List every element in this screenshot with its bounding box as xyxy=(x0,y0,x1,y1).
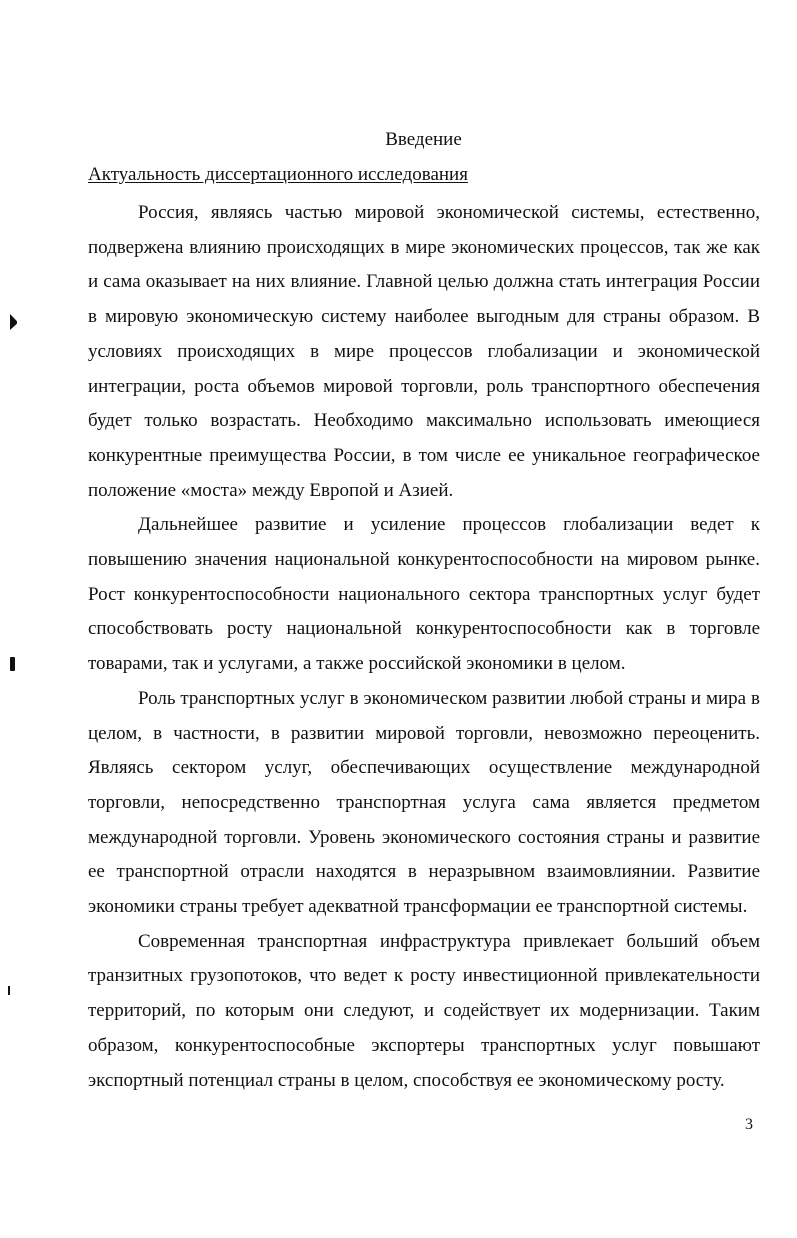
scan-mark xyxy=(10,657,15,671)
paragraph: Дальнейшее развитие и усиление процессов глобализации ведет к повышению значения национальной конкурентоспособности на мировом рынке. Рост конкурентоспособности национального сектора транспортных услуг будет способствовать росту национальной конкурентоспособности как в торговле товарами, так и услугами, а также российской экономики в целом. xyxy=(88,514,760,675)
paragraph: Россия, являясь частью мировой экономической системы, естественно, подвержена влиянию происходящих в мире экономических процессов, так же как и сама оказывает на них влияние. Главной целью должна стать интеграция России в мировую экономическую систему наиболее выгодным для страны образом. В условиях происходящих в мире процессов глобализации и экономической интеграции, роста объемов мировой торговли, роль транспортного обеспечения будет только возрастать. Необходимо максимально использовать имеющиеся конкурентные преимущества России, в том числе ее уникальное географическое положение «моста» между Европой и Азией. xyxy=(88,202,760,501)
section-subtitle: Актуальность диссертационного исследования xyxy=(88,164,468,185)
scan-mark xyxy=(10,314,17,330)
paragraph: Современная транспортная инфраструктура привлекает больший объем транзитных грузопотоков, что ведет к росту инвестиционной привлекательности территорий, по которым они следуют, и содействует их модернизации. Таким образом, конкурентоспособные экспортеры транспортных услуг повышают экспортный потенциал страны в целом, способствуя ее экономическому росту. xyxy=(88,930,760,1091)
section-title: Введение xyxy=(385,129,462,150)
paragraph: Роль транспортных услуг в экономическом развитии любой страны и мира в целом, в частности, в развитии мировой торговли, невозможно переоценить. Являясь сектором услуг, обеспечивающих осуществление международной торговли, непосредственно транспортная услуга сама является предметом международной торговли. Уровень экономического состояния страны и развитие ее транспортной отрасли находятся в неразрывном взаимовлиянии. Развитие экономики страны требует адекватной трансформации ее транспортной системы. xyxy=(88,687,760,918)
scan-mark xyxy=(8,986,10,995)
page-number: 3 xyxy=(745,1116,753,1133)
body-text xyxy=(88,196,760,1098)
